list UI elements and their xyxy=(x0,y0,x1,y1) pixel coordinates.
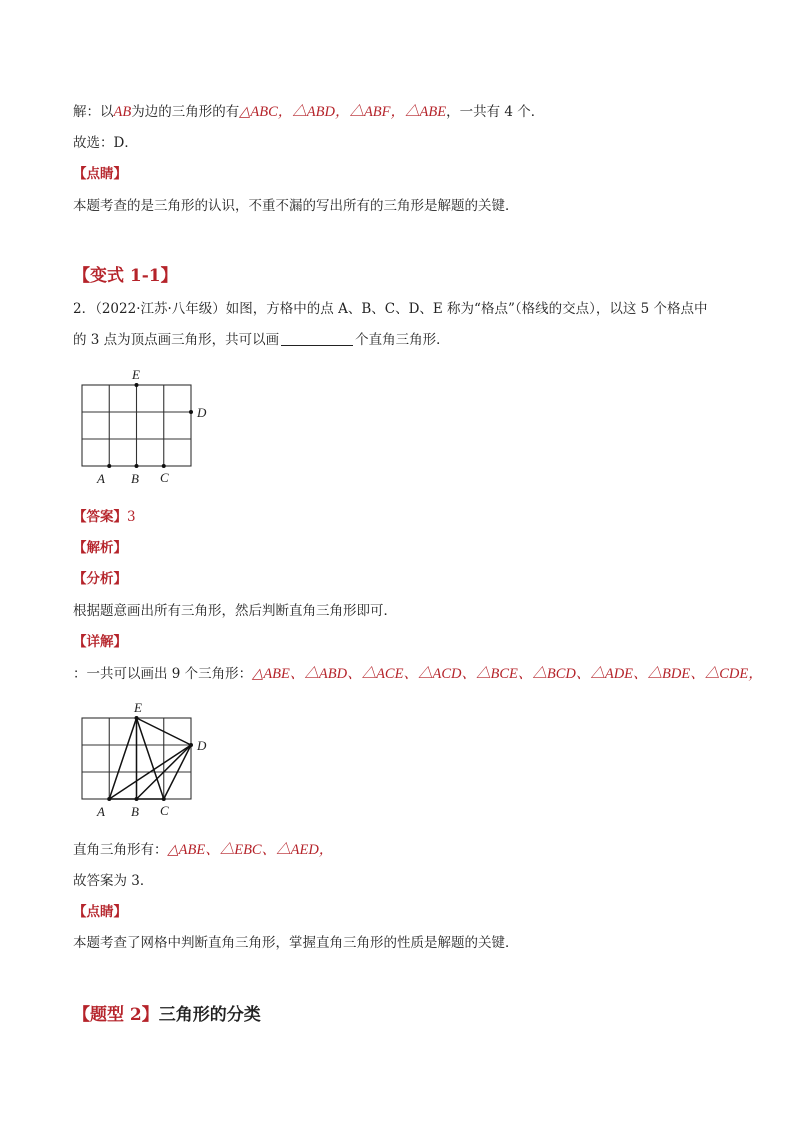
label-b: B xyxy=(131,804,139,819)
solution-line: 解：以AB为边的三角形的有△ABC，△ABD，△ABF，△ABE，一共有 4 个． xyxy=(73,104,545,120)
answer-line: 【答案】3 xyxy=(73,509,136,525)
fenxi-text: 根据题意画出所有三角形，然后判断直角三角形即可． xyxy=(73,603,397,619)
grid-figure-1 xyxy=(70,362,230,490)
xiangjie-label: 【详解】 xyxy=(73,634,127,650)
dianjing-label-1: 【点睛】 xyxy=(73,166,127,182)
label-c: C xyxy=(160,470,169,485)
fenxi-label: 【分析】 xyxy=(73,571,127,587)
grid-figure-2 xyxy=(70,695,230,823)
point-c xyxy=(162,797,166,801)
segment-ea xyxy=(109,718,136,799)
comment-2: 本题考查了网格中判断直角三角形，掌握直角三角形的性质是解题的关键． xyxy=(73,935,519,951)
label-b: B xyxy=(131,471,139,486)
variant-heading: 【变式 1-1】 xyxy=(73,266,178,286)
point-b xyxy=(135,797,139,801)
right-triangle-line: 直角三角形有：△ABE、△EBC、△AED， xyxy=(73,842,334,858)
point-a xyxy=(107,464,111,468)
type-heading: 【题型 2】三角形的分类 xyxy=(73,1005,261,1025)
label-e: E xyxy=(134,700,142,715)
final-answer: 故答案为 3． xyxy=(73,873,154,889)
label-a: A xyxy=(97,804,105,819)
jiexi-label: 【解析】 xyxy=(73,540,127,556)
point-d xyxy=(189,410,193,414)
comment-1: 本题考查的是三角形的认识，不重不漏的写出所有的三角形是解题的关键． xyxy=(73,198,519,214)
point-e xyxy=(135,383,139,387)
point-e xyxy=(135,716,139,720)
point-c xyxy=(162,464,166,468)
point-d xyxy=(189,743,193,747)
answer-blank xyxy=(281,331,353,346)
question-line-1: 2．（2022·江苏·八年级）如图，方格中的点 A、B、C、D、E 称为“格点”（格线的交点），以这 5 个格点中 xyxy=(73,301,708,317)
label-d: D xyxy=(197,405,207,420)
detail-line: ：一共可以画出 9 个三角形：△ABE、△ABD、△ACE、△ACD、△BCE、△BCD、△ADE、△BDE、△CDE， xyxy=(73,666,763,682)
choice-line: 故选：D． xyxy=(73,135,138,151)
dianjing-label-2: 【点睛】 xyxy=(73,904,127,920)
point-b xyxy=(135,464,139,468)
label-c: C xyxy=(160,803,169,818)
label-e: E xyxy=(132,367,140,382)
point-a xyxy=(107,797,111,801)
question-line-2: 的 3 点为顶点画三角形，共可以画 个直角三角形． xyxy=(73,332,450,348)
label-d: D xyxy=(197,738,207,753)
label-a: A xyxy=(97,471,105,486)
